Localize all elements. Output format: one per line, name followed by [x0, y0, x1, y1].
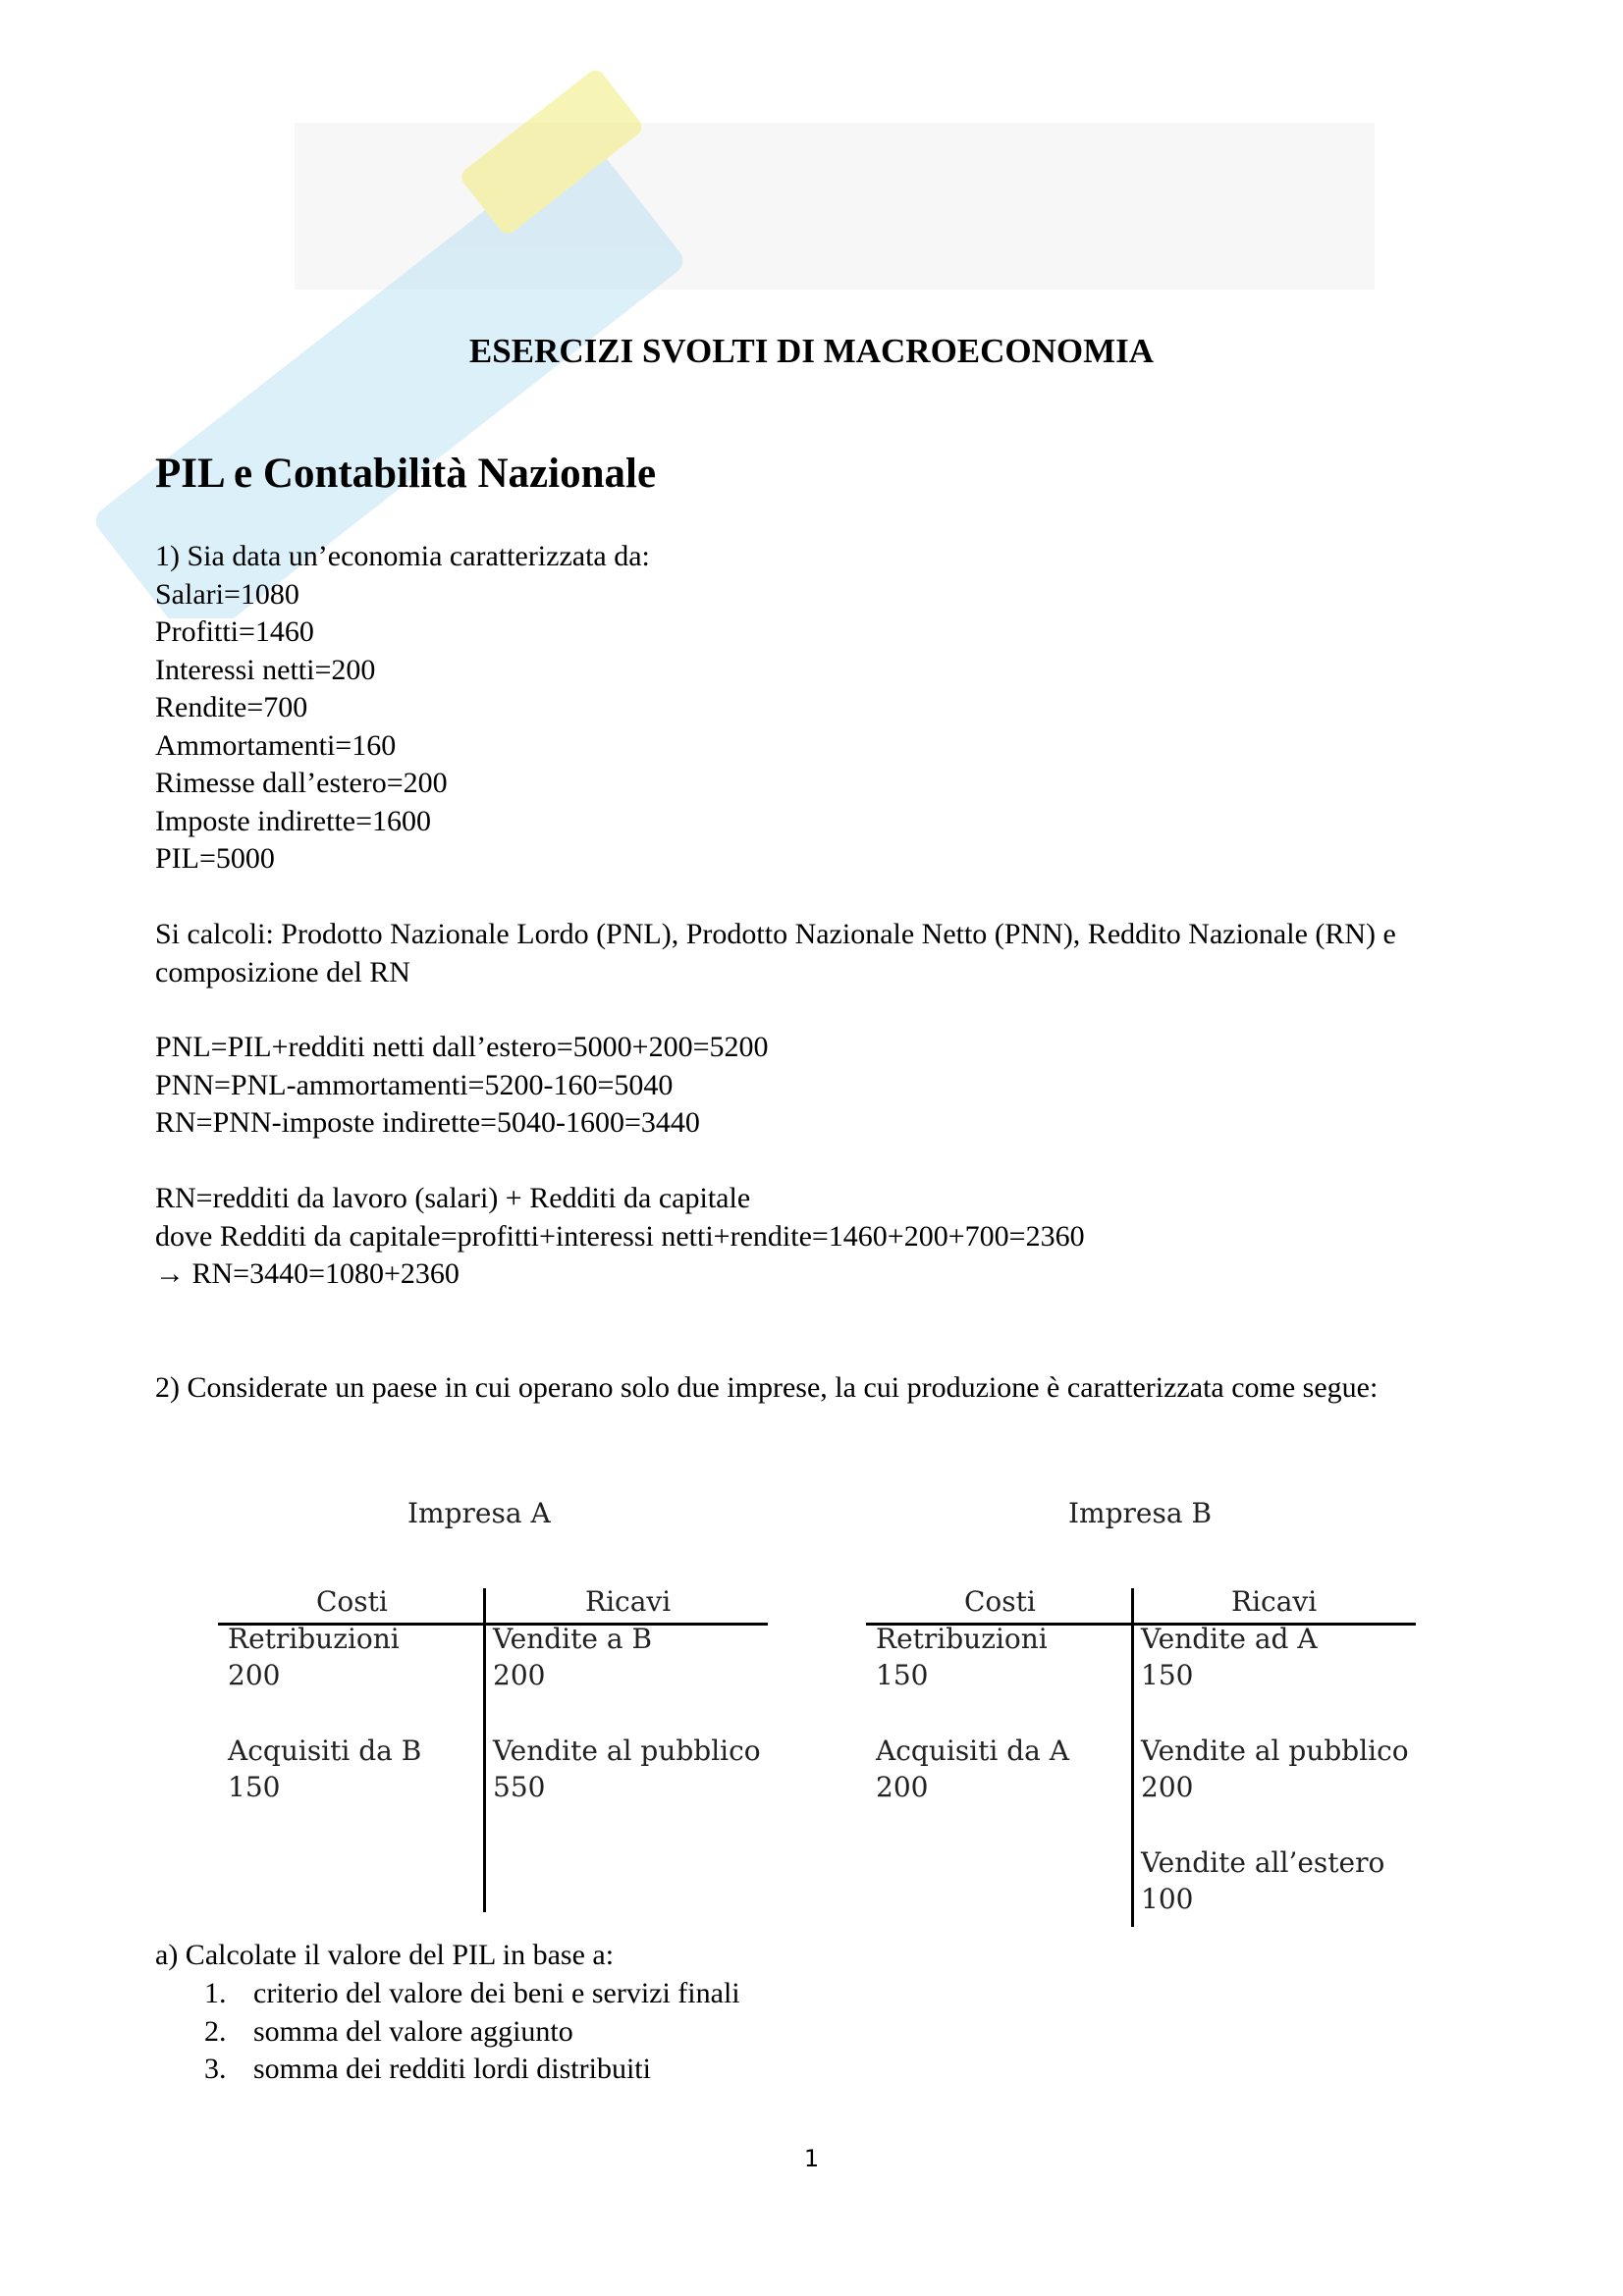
data-line: Interessi netti=200 [155, 653, 376, 686]
cost-value: 200 [228, 1659, 281, 1691]
question-a: a) Calcolate il valore del PIL in base a: [155, 1939, 615, 1971]
solution-line: RN=PNN-imposte indirette=5040-1600=3440 [155, 1106, 700, 1139]
solution-line: PNL=PIL+redditi netti dall’estero=5000+200=5200 [155, 1031, 769, 1063]
ledger-vertical-rule [483, 1588, 486, 1912]
cost-value: 150 [228, 1771, 281, 1803]
page-number: 1 [803, 2145, 820, 2172]
data-line: Ammortamenti=160 [155, 728, 397, 762]
firm-name: Impresa B [1068, 1497, 1213, 1529]
data-line: Rendite=700 [155, 691, 308, 723]
exercise-1-question: Si calcoli: Prodotto Nazionale Lordo (PNL), Prodotto Nazionale Netto (PNN), Reddito Nazionale (RN) e composizione del RN [155, 918, 1396, 988]
revenue-label: Vendite a B [493, 1623, 653, 1655]
list-text: criterio del valore dei beni e servizi finali [253, 1977, 740, 2009]
data-line: Profitti=1460 [155, 615, 314, 648]
exercise-1-solution [155, 1029, 769, 1143]
revenue-value: 200 [1141, 1771, 1194, 1803]
cost-label: Acquisiti da A [876, 1735, 1069, 1767]
list-number: 2. [204, 2014, 227, 2048]
list-text: somma del valore aggiunto [253, 2014, 573, 2048]
revenue-value: 550 [493, 1771, 546, 1803]
costs-header: Costi [964, 1585, 1036, 1618]
exercise-1-intro: 1) Sia data un’economia caratterizzata da: [155, 540, 650, 572]
revenue-label: Vendite al pubblico [1141, 1735, 1409, 1767]
cost-value: 200 [876, 1771, 929, 1803]
cost-label: Retribuzioni [876, 1623, 1048, 1655]
revenues-header: Ricavi [585, 1585, 672, 1618]
list-text: somma dei redditi lordi distribuiti [253, 2053, 651, 2085]
cost-value: 150 [876, 1659, 929, 1691]
firm-name: Impresa A [407, 1497, 551, 1529]
data-line: Rimesse dall’estero=200 [155, 767, 448, 799]
cost-label: Acquisiti da B [228, 1735, 422, 1767]
revenue-label: Vendite all’estero [1141, 1846, 1385, 1879]
data-line: PIL=5000 [155, 842, 275, 875]
exercise-1-data-list [155, 538, 650, 879]
revenues-header: Ricavi [1231, 1585, 1318, 1618]
list-number: 3. [204, 2053, 227, 2085]
exercise-2-intro: 2) Considerate un paese in cui operano solo due imprese, la cui produzione è caratterizzata come segue: [155, 1371, 1379, 1404]
solution-line: PNN=PNL-ammortamenti=5200-160=5040 [155, 1068, 674, 1101]
exercise-1-composition [155, 1180, 1085, 1294]
list-number: 1. [204, 1977, 227, 2009]
document-title: ESERCIZI SVOLTI DI MACROECONOMIA [468, 332, 1155, 370]
data-line: Imposte indirette=1600 [155, 804, 432, 837]
section-title: PIL e Contabilità Nazionale [155, 451, 657, 497]
revenue-value: 200 [493, 1659, 546, 1691]
composition-line: → RN=3440=1080+2360 [155, 1257, 460, 1290]
revenue-label: Vendite al pubblico [493, 1735, 761, 1767]
cost-label: Retribuzioni [228, 1623, 400, 1655]
composition-line: RN=redditi da lavoro (salari) + Redditi da capitale [155, 1182, 751, 1214]
data-line: Salari=1080 [155, 577, 299, 611]
composition-line: dove Redditi da capitale=profitti+interessi netti+rendite=1460+200+700=2360 [155, 1219, 1085, 1253]
revenue-label: Vendite ad A [1141, 1623, 1318, 1655]
costs-header: Costi [316, 1585, 388, 1618]
revenue-value: 100 [1141, 1883, 1194, 1915]
revenue-value: 150 [1141, 1659, 1194, 1691]
ledger-vertical-rule [1131, 1588, 1134, 1927]
